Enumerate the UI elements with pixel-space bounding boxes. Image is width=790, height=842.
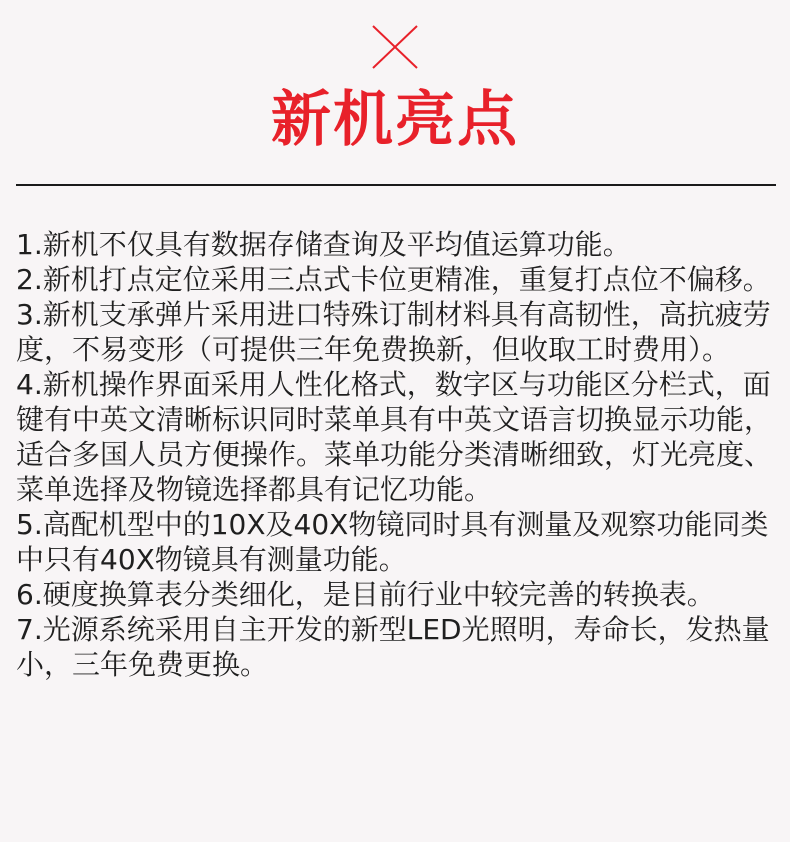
feature-list (16, 227, 772, 682)
feature-item-7: 7.光源系统采用自主开发的新型LED光照明，寿命长，发热量小，三年免费更换。 (16, 613, 770, 681)
feature-item-3: 3.新机支承弹片采用进口特殊订制材料具有高韧性，高抗疲劳度，不易变形（可提供三年免费换新，但收取工时费用）。 (16, 298, 771, 366)
feature-item-5: 5.高配机型中的10X及40X物镜同时具有测量及观察功能同类中只有40X物镜具有测量功能。 (16, 508, 769, 576)
feature-item-2: 2.新机打点定位采用三点式卡位更精准，重复打点位不偏移。 (16, 263, 771, 296)
page-title: 新机亮点 (271, 85, 519, 155)
feature-item-6: 6.硬度换算表分类细化，是目前行业中较完善的转换表。 (16, 578, 715, 611)
feature-item-1: 1.新机不仅具有数据存储查询及平均值运算功能。 (16, 228, 631, 261)
cross-icon (371, 24, 419, 70)
feature-item-4: 4.新机操作界面采用人性化格式，数字区与功能区分栏式，面键有中英文清晰标识同时菜单具有中英文语言切换显示功能，适合多国人员方便操作。菜单功能分类清晰细致，灯光亮度、菜单选择及物镜选择都具有记忆功能。 (16, 368, 773, 506)
divider (16, 184, 776, 186)
